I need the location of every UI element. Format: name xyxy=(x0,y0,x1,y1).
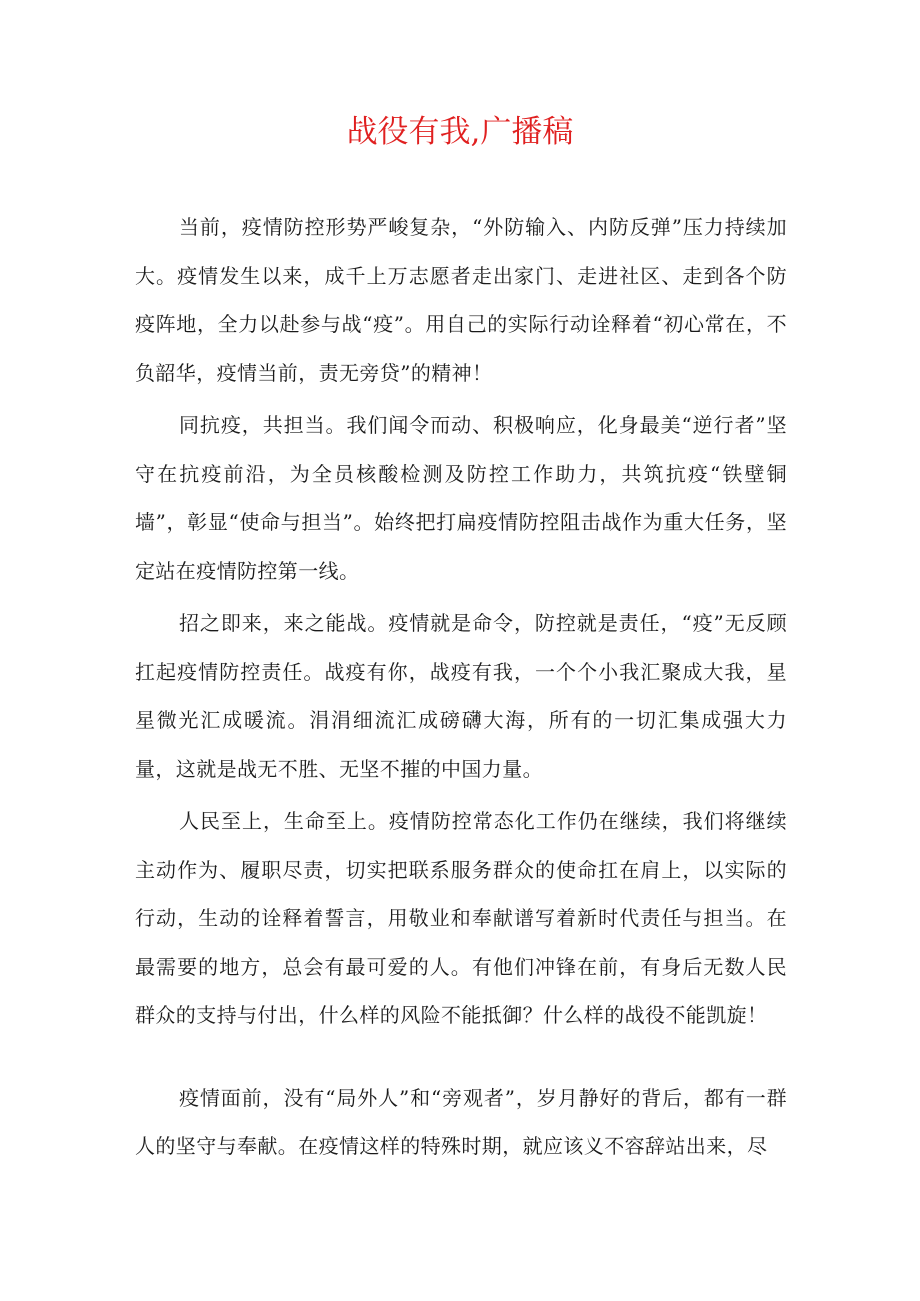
paragraph-5: 疫情面前，没有“局外人”和“旁观者”，岁月静好的背后，都有一群人的坚守与奉献。在疫情这样的特殊时期，就应该义不容辞站出来，尽 xyxy=(135,1085,787,1158)
paragraph-3: 招之即来，来之能战。疫情就是命令，防控就是责任，“疫”无反顾扛起疫情防控责任。战疫有你，战疫有我，一个个小我汇聚成大我，星星微光汇成暖流。涓涓细流汇成磅礴大海，所有的一切汇集成强大力量，这就是战无不胜、无坚不摧的中国力量。 xyxy=(135,611,787,781)
document-title: 战役有我,广播稿 xyxy=(346,114,574,150)
paragraph-1: 当前，疫情防控形势严峻复杂，“外防输入、内防反弹”压力持续加大。疫情发生以来，成千上万志愿者走出家门、走进社区、走到各个防疫阵地，全力以赴参与战“疫”。用自己的实际行动诠释着“初心常在，不负韶华，疫情当前，责无旁贷”的精神！ xyxy=(135,215,787,385)
document-body xyxy=(135,203,787,1175)
paragraph-4: 人民至上，生命至上。疫情防控常态化工作仍在继续，我们将继续主动作为、履职尽责，切实把联系服务群众的使命扛在肩上，以实际的行动，生动的诠释着誓言，用敬业和奉献谱写着新时代责任与担当。在最需要的地方，总会有最可爱的人。有他们冲锋在前，有身后无数人民群众的支持与付出，什么样的风险不能抵御？什么样的战役不能凯旋！ xyxy=(135,809,787,1027)
paragraph-2: 同抗疫，共担当。我们闻令而动、积极响应，化身最美“逆行者”坚守在抗疫前沿，为全员核酸检测及防控工作助力，共筑抗疫“铁壁铜墙”，彰显“使命与担当”。始终把打扁疫情防控阻击战作为重大任务，坚定站在疫情防控第一线。 xyxy=(135,413,787,583)
